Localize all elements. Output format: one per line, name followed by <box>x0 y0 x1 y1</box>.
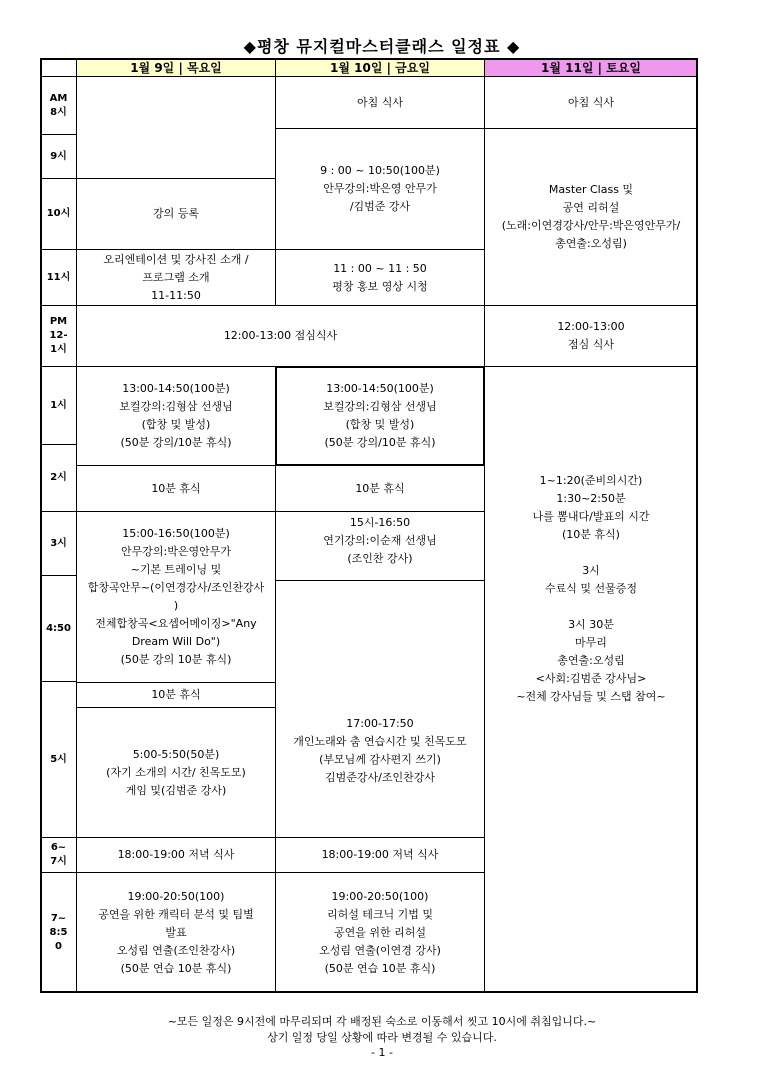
time-3: 3시 <box>40 511 77 576</box>
day1-break1: 10분 휴식 <box>76 465 276 512</box>
day2-practice: 17:00-17:50 개인노래와 춤 연습시간 및 친목도모 (부모님께 감사편지 쓰기) 김범준강사/조인찬강사 <box>275 580 485 838</box>
day3-lunch: 12:00-13:00 점심 식사 <box>484 305 698 367</box>
day1-intro: 5:00-5:50(50분) (자기 소개의 시간/ 친목도모) 게임 및(김범준 강사) <box>76 707 276 838</box>
day1-vocal: 13:00-14:50(100분) 보컬강의:김형삼 선생님 (합창 및 발성) (50분 강의/10분 휴식) <box>76 366 276 466</box>
time-am8: AM 8시 <box>40 76 77 135</box>
day1-registration: 강의 등록 <box>76 178 276 250</box>
page-title: ◆평창 뮤지컬마스터클래스 일정표 ◆ <box>243 37 521 56</box>
time-9: 9시 <box>40 134 77 179</box>
day3-breakfast: 아침 식사 <box>484 76 698 129</box>
header-day1: 1월 9일 | 목요일 <box>76 58 276 77</box>
day1-dinner: 18:00-19:00 저녁 식사 <box>76 837 276 873</box>
time-5: 5시 <box>40 681 77 838</box>
day2-dance: 9 : 00 ~ 10:50(100분) 안무강의:박은영 안무가 /김범준 강사 <box>275 128 485 250</box>
time-11: 11시 <box>40 249 77 306</box>
day2-break1: 10분 휴식 <box>275 465 485 512</box>
day2-acting: 15시-16:50 연기강의:이순재 선생님 (조인찬 강사) <box>275 511 485 581</box>
lunch-shared: 12:00-13:00 점심식사 <box>76 305 485 367</box>
schedule-table <box>40 58 698 993</box>
footer-note: ~모든 일정은 9시전에 마무리되며 각 배정된 숙소로 이동해서 씻고 10시에 취침입니다.~ <box>167 1015 597 1028</box>
time-450: 4:50 <box>40 575 77 682</box>
day2-rehearsal: 19:00-20:50(100) 리허설 테크닉 기법 및 공연을 위한 리허설 오성림 연출(이연경 강사) (50분 연습 10분 휴식) <box>275 872 485 993</box>
page-number: - 1 - <box>371 1046 393 1059</box>
day1-dance: 15:00-16:50(100분) 안무강의:박은영안무가 ~기본 트레이닝 및 합창곡안무~(이연경강사/조인찬강사 ) 전체합창곡<요셉어메이징>"Any Dream Will Do") (50분 강의 10분 휴식) <box>76 511 276 683</box>
day3-afternoon: 1~1:20(준비의시간) 1:30~2:50분 나를 뽐내다/발표의 시간 (10분 휴식) 3시 수료식 및 선물증정 3시 30분 마무리 총연출:오성림 <사회:김범준 강사님> ~전체 강사님들 및 스탭 참여~ <box>484 366 698 993</box>
footer-disclaimer: 상기 일정 당일 상황에 따라 변경될 수 있습니다. <box>267 1031 497 1044</box>
day1-orientation: 오리엔테이션 및 강사진 소개 / 프로그램 소개 11-11:50 <box>76 249 276 306</box>
time-67: 6~ 7시 <box>40 837 77 873</box>
day1-break2: 10분 휴식 <box>76 682 276 708</box>
day2-dinner: 18:00-19:00 저녁 식사 <box>275 837 485 873</box>
header-day2: 1월 10일 | 금요일 <box>275 58 485 77</box>
time-2: 2시 <box>40 444 77 512</box>
header-corner <box>40 58 77 77</box>
day2-promo: 11 : 00 ~ 11 : 50 평창 홍보 영상 시청 <box>275 249 485 306</box>
day1-empty-morning <box>76 76 276 179</box>
day1-character: 19:00-20:50(100) 공연을 위한 캐릭터 분석 및 팀별 발표 오성림 연출(조인찬강사) (50분 연습 10분 휴식) <box>76 872 276 993</box>
time-10: 10시 <box>40 178 77 250</box>
day3-masterclass: Master Class 및 공연 리허설 (노래:이연경강사/안무:박은영안무가/ 총연출:오성림) <box>484 128 698 306</box>
time-pm12: PM 12- 1시 <box>40 305 77 367</box>
day2-breakfast: 아침 식사 <box>275 76 485 129</box>
header-day3: 1월 11일 | 토요일 <box>484 58 698 77</box>
day2-vocal: 13:00-14:50(100분) 보컬강의:김형삼 선생님 (합창 및 발성) (50분 강의/10분 휴식) <box>275 366 485 466</box>
time-785: 7~ 8:5 0 <box>40 872 77 993</box>
time-1: 1시 <box>40 366 77 445</box>
